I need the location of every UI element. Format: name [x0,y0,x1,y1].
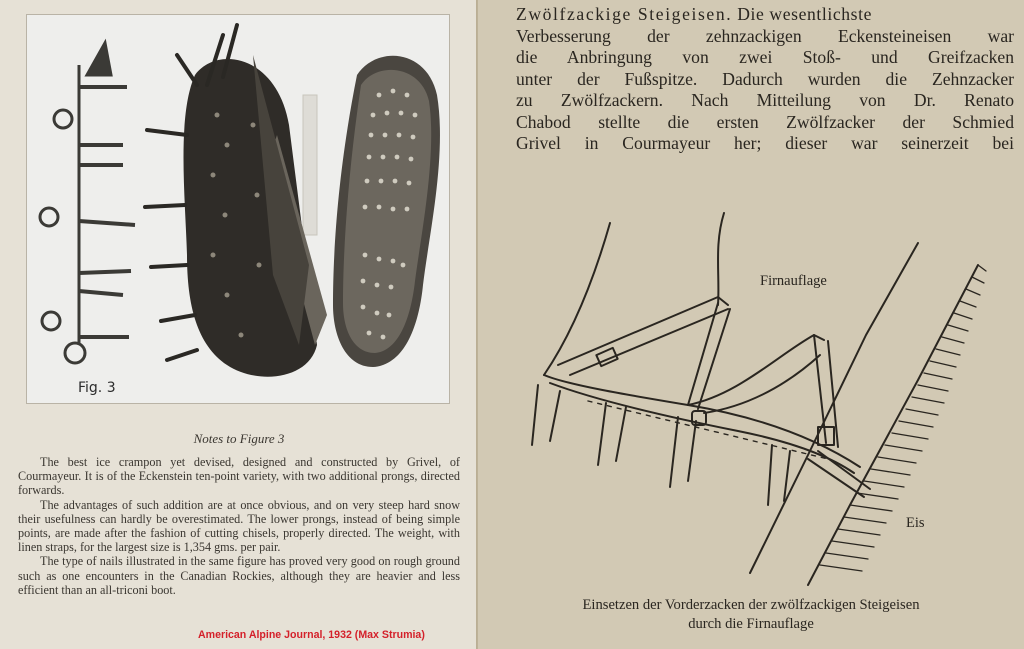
crampon-in-firn-drawing [478,205,1024,590]
ice-label: Eis [906,515,925,531]
left-page [0,0,478,649]
notes-paragraph: The advantages of such addition are at once obvious, and on very steep hard snow their usefulness can hardly be overestimated. The lower prongs, instead of being simple points, are made after the fashion of cutting chisels, properly directed. The weight, with linen straps, for the largest size is 1,354 gms. per pair. [18,497,460,555]
german-line: zu Zwölfzackern. Nach Mitteilung von Dr. Renato [516,90,1014,110]
german-line: die Anbringung von zwei Stoß- und Greifzacken [516,47,1014,67]
german-line [516,4,1014,26]
german-paragraph [516,4,1014,155]
german-heading: Zwölfzackige Steigeisen. [516,4,733,24]
firn-label: Firnauflage [760,273,827,289]
german-line: Chabod stellte die ersten Zwölfzacker der Schmied [516,111,1014,132]
german-line: Verbesserung der zehnzackigen Eckensteineisen war [516,25,1014,46]
notes-title: Notes to Figure 3 [193,431,285,446]
notes-paragraph: The best ice crampon yet devised, designed and constructed by Grivel, of Courmayeur. It is of the Eckenstein ten-point variety, with two additional prongs, directed forwards. [18,455,460,498]
source-credit: American Alpine Journal, 1932 (Max Strumia) [198,629,425,641]
crampon-boots-illustration [27,15,449,403]
crampon-photograph [26,14,450,404]
german-line-rest: Die wesentlichste [737,4,873,24]
drawing-caption [478,596,1024,634]
notes-paragraph: The type of nails illustrated in the same figure has proved very good on rough ground such as one encounters in the Canadian Rockies, although they are heavier and less efficient than an all-triconi boot. [18,554,460,597]
right-page [478,0,1024,649]
caption-line: durch die Firnauflage [688,616,814,632]
german-line: Grivel in Courmayeur her; dieser war seinerzeit bei [516,133,1014,153]
german-line: unter der Fußspitze. Dadurch wurden die Zehnzacker [516,68,1014,89]
figure-label: Fig. 3 [78,380,116,396]
caption-line: Einsetzen der Vorderzacken der zwölfzackigen Steigeisen [582,597,920,613]
notes-body [18,455,460,597]
